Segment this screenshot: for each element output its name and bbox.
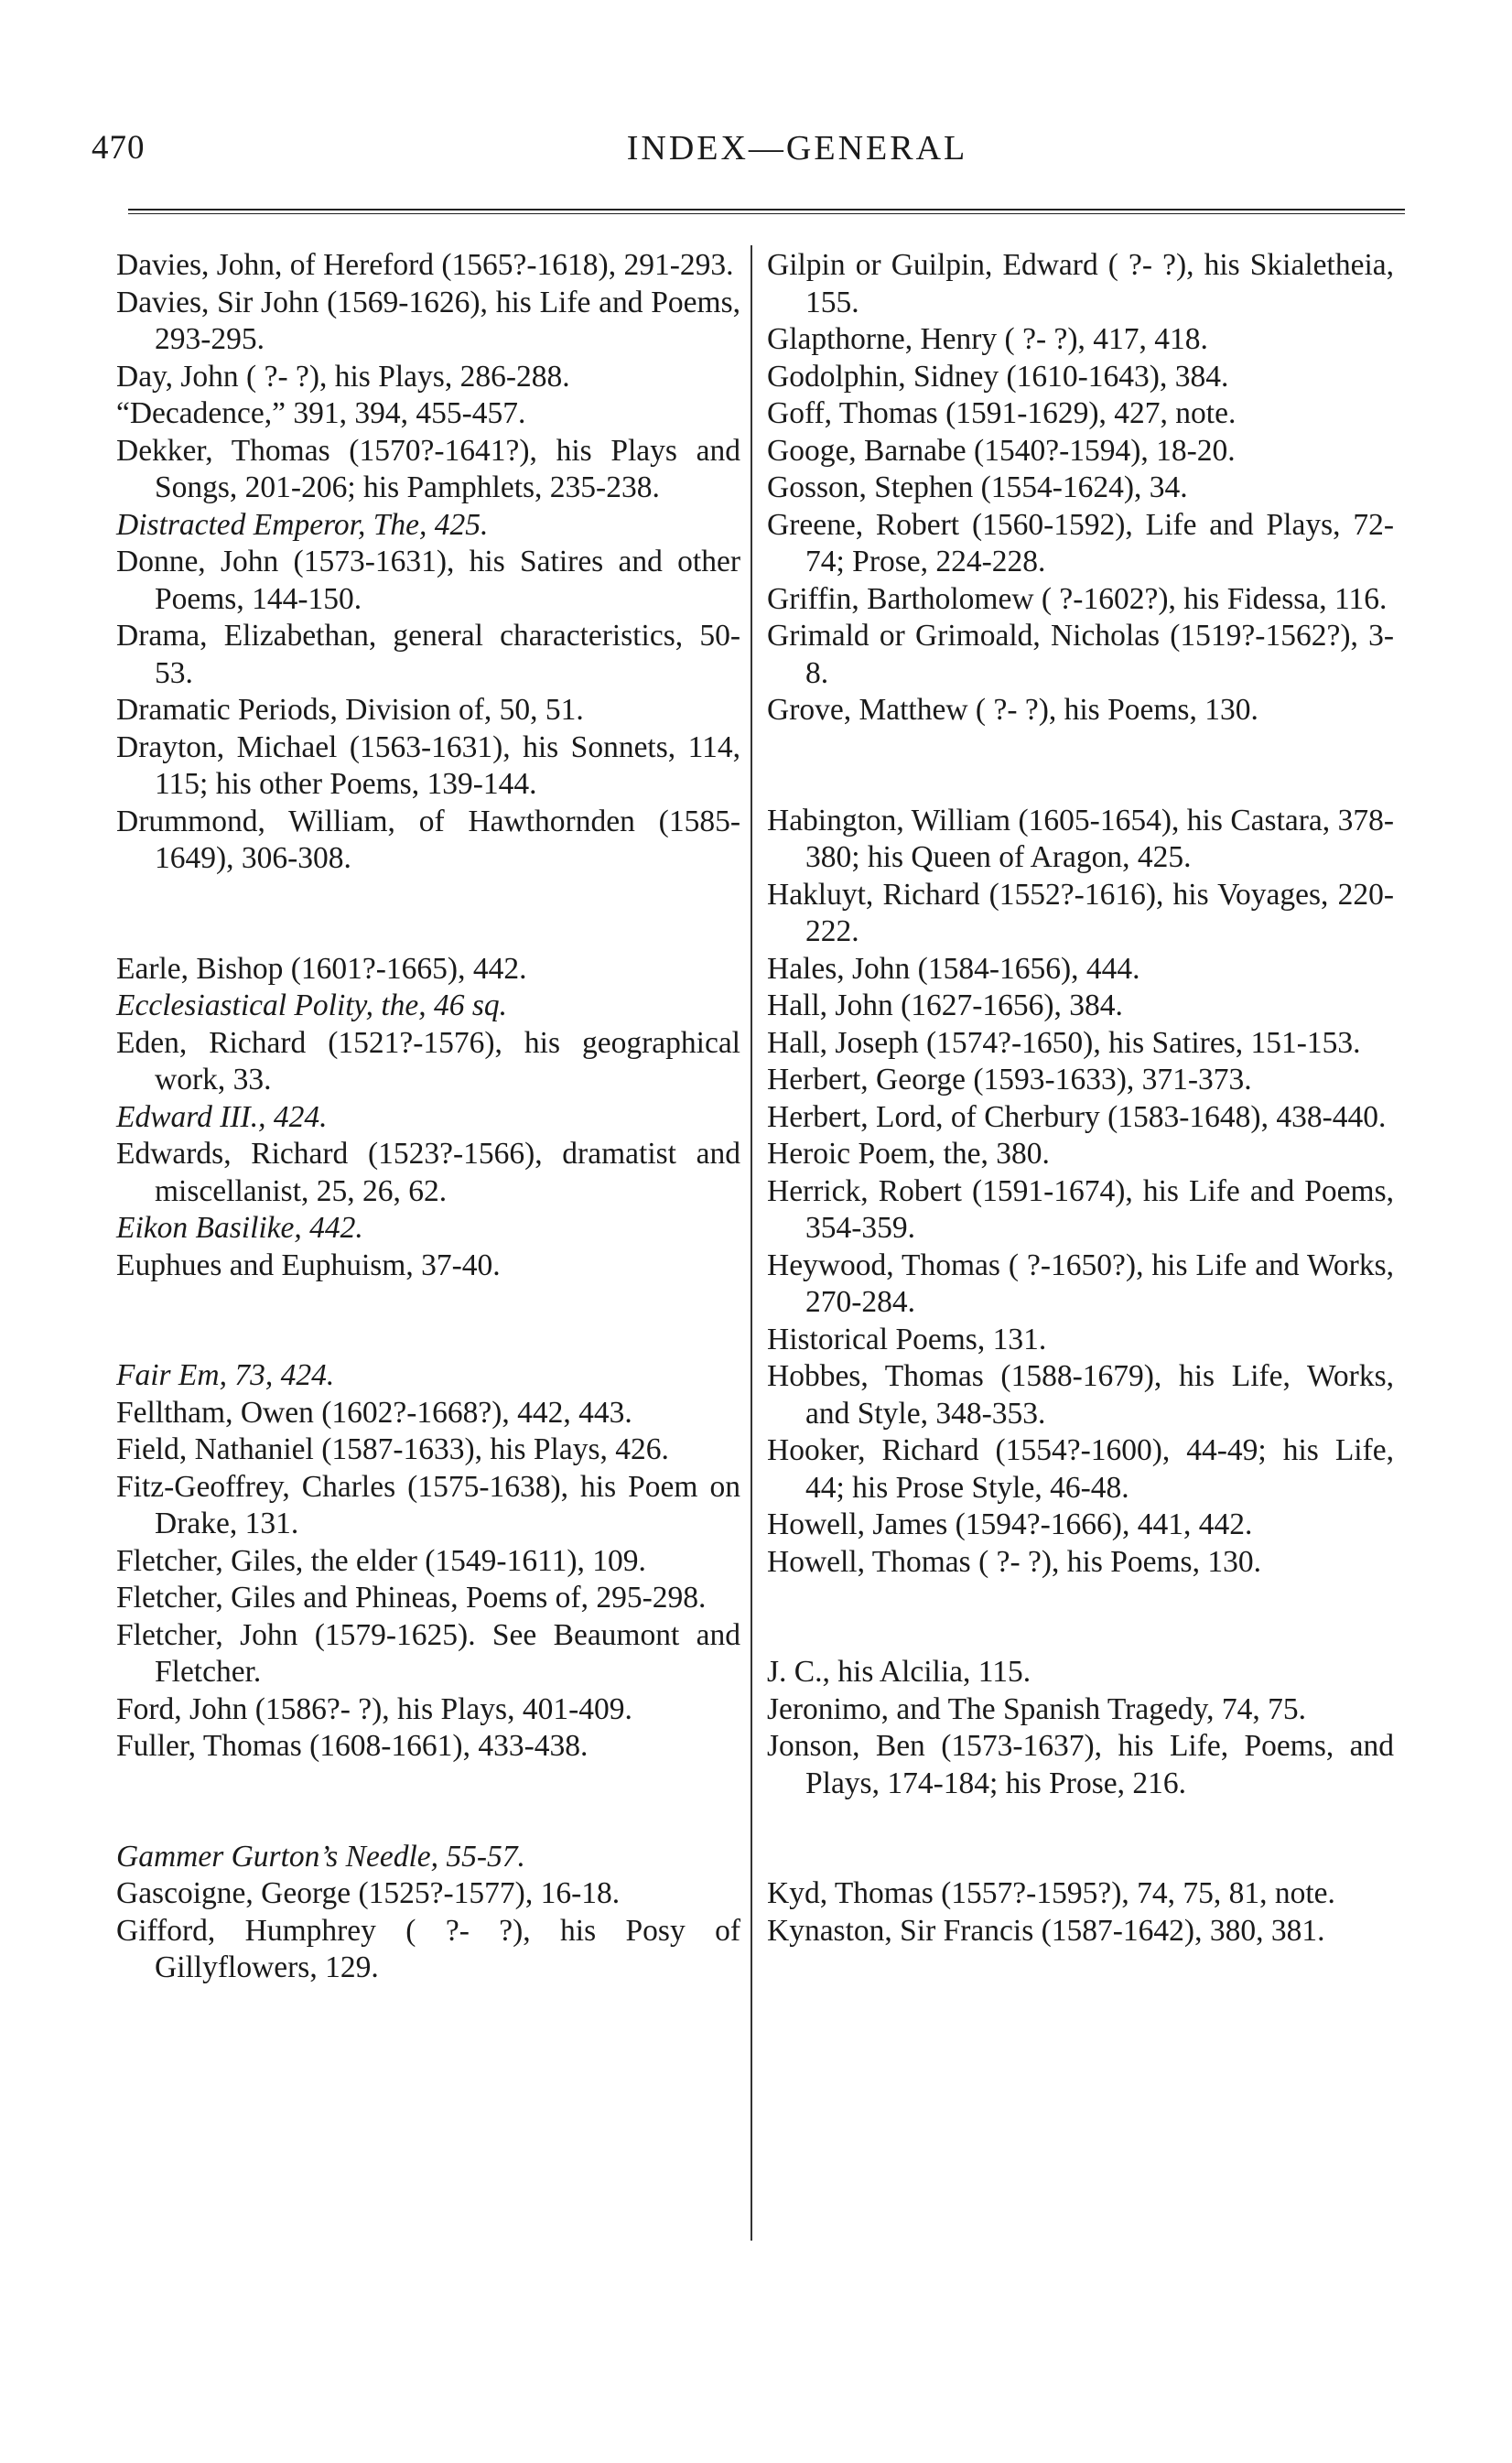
index-entry: Jonson, Ben (1573-1637), his Life, Poems, and Plays, 174-184; his Prose, 216.: [767, 1729, 1394, 1800]
letter-gap: [116, 878, 740, 951]
index-column-right: [767, 247, 1394, 1950]
index-entry: Grimald or Grimoald, Nicholas (1519?-1562?), 3-8.: [767, 619, 1394, 690]
index-entry: Drummond, William, of Hawthornden (1585-1649), 306-308.: [116, 804, 740, 875]
index-entry: Drayton, Michael (1563-1631), his Sonnets, 114, 115; his other Poems, 139-144.: [116, 729, 740, 801]
index-entry: Felltham, Owen (1602?-1668?), 442, 443.: [116, 1395, 632, 1430]
index-entry: Heywood, Thomas ( ?-1650?), his Life and Works, 270-284.: [767, 1248, 1394, 1319]
index-entry: Day, John ( ?- ?), his Plays, 286-288.: [116, 359, 570, 394]
index-entry: Hooker, Richard (1554?-1600), 44-49; his Life, 44; his Prose Style, 46-48.: [767, 1433, 1394, 1505]
letter-gap: [767, 1581, 1394, 1654]
index-entry: Dekker, Thomas (1570?-1641?), his Plays and Songs, 201-206; his Pamphlets, 235-238.: [116, 433, 740, 504]
index-entry: Dramatic Periods, Division of, 50, 51.: [116, 693, 584, 727]
index-entry: Davies, Sir John (1569-1626), his Life and Poems, 293-295.: [116, 285, 740, 356]
index-entry: Herbert, Lord, of Cherbury (1583-1648), 438-440.: [767, 1099, 1387, 1134]
index-entry: Gammer Gurton’s Needle, 55-57.: [116, 1839, 525, 1874]
index-entry: Fletcher, Giles and Phineas, Poems of, 295-298.: [116, 1581, 707, 1615]
index-entry: Eden, Richard (1521?-1576), his geographical work, 33.: [116, 1025, 740, 1096]
index-entry: Edwards, Richard (1523?-1566), dramatist and miscellanist, 25, 26, 62.: [116, 1137, 740, 1208]
index-entry: Fair Em, 73, 424.: [116, 1358, 335, 1392]
index-entry: Edward III., 424.: [116, 1099, 328, 1134]
letter-gap: [116, 1766, 740, 1839]
index-entry: Howell, Thomas ( ?- ?), his Poems, 130.: [767, 1544, 1261, 1579]
index-entry: “Decadence,” 391, 394, 455-457.: [116, 396, 526, 430]
index-entry: Kynaston, Sir Francis (1587-1642), 380, 381.: [767, 1913, 1325, 1948]
page-title: INDEX—GENERAL: [626, 129, 968, 167]
index-entry: Howell, James (1594?-1666), 441, 442.: [767, 1507, 1253, 1541]
index-entry: Herrick, Robert (1591-1674), his Life and Poems, 354-359.: [767, 1173, 1394, 1245]
index-entry: Hall, John (1627-1656), 384.: [767, 988, 1123, 1022]
index-entry: Eikon Basilike, 442.: [116, 1211, 363, 1245]
index-entry: Earle, Bishop (1601?-1665), 442.: [116, 951, 527, 986]
index-entry: Ford, John (1586?- ?), his Plays, 401-409.: [116, 1691, 632, 1726]
page-number: 470: [92, 129, 146, 167]
index-entry: Historical Poems, 131.: [767, 1322, 1047, 1356]
index-entry: Donne, John (1573-1631), his Satires and other Poems, 144-150.: [116, 545, 740, 616]
index-entry: Davies, John, of Hereford (1565?-1618), 291-293.: [116, 248, 734, 282]
index-entry: Drama, Elizabethan, general characteristics, 50-53.: [116, 619, 740, 690]
index-entry: Gosson, Stephen (1554-1624), 34.: [767, 470, 1188, 504]
header-rule-thin: [128, 213, 1405, 214]
index-entry: Ecclesiastical Polity, the, 46 sq.: [116, 988, 508, 1022]
index-entry: Grove, Matthew ( ?- ?), his Poems, 130.: [767, 693, 1258, 727]
index-entry: Hales, John (1584-1656), 444.: [767, 951, 1140, 986]
header-rule: [128, 209, 1405, 211]
index-entry: Field, Nathaniel (1587-1633), his Plays, 426.: [116, 1432, 669, 1466]
page-header: [0, 128, 1512, 183]
index-entry: Kyd, Thomas (1557?-1595?), 74, 75, 81, note.: [767, 1876, 1335, 1910]
index-entry: Fuller, Thomas (1608-1661), 433-438.: [116, 1729, 589, 1763]
index-entry: Euphues and Euphuism, 37-40.: [116, 1248, 501, 1282]
index-column-left: [116, 247, 740, 1987]
index-entry: Gilpin or Guilpin, Edward ( ?- ?), his Skialetheia, 155.: [767, 248, 1394, 319]
index-entry: J. C., his Alcilia, 115.: [767, 1655, 1031, 1689]
index-entry: Habington, William (1605-1654), his Castara, 378-380; his Queen of Aragon, 425.: [767, 803, 1394, 874]
index-entry: Hakluyt, Richard (1552?-1616), his Voyages, 220-222.: [767, 877, 1394, 948]
index-entry: Googe, Barnabe (1540?-1594), 18-20.: [767, 433, 1236, 468]
index-entry: Herbert, George (1593-1633), 371-373.: [767, 1063, 1252, 1096]
column-divider: [751, 245, 752, 2241]
index-entry: Fitz-Geoffrey, Charles (1575-1638), his Poem on Drake, 131.: [116, 1469, 740, 1540]
index-entry: Hall, Joseph (1574?-1650), his Satires, 151-153.: [767, 1025, 1361, 1060]
letter-gap: [767, 729, 1394, 803]
letter-gap: [116, 1284, 740, 1357]
index-entry: Griffin, Bartholomew ( ?-1602?), his Fidessa, 116.: [767, 581, 1388, 616]
index-entry: Hobbes, Thomas (1588-1679), his Life, Works, and Style, 348-353.: [767, 1359, 1394, 1431]
index-entry: Glapthorne, Henry ( ?- ?), 417, 418.: [767, 322, 1208, 356]
index-entry: Greene, Robert (1560-1592), Life and Plays, 72-74; Prose, 224-228.: [767, 507, 1394, 578]
index-entry: Goff, Thomas (1591-1629), 427, note.: [767, 396, 1237, 430]
letter-gap: [767, 1802, 1394, 1875]
index-entry: Fletcher, Giles, the elder (1549-1611), 109.: [116, 1543, 646, 1578]
index-entry: Gifford, Humphrey ( ?- ?), his Posy of Gillyflowers, 129.: [116, 1913, 740, 1984]
index-entry: Godolphin, Sidney (1610-1643), 384.: [767, 359, 1229, 394]
index-entry: Jeronimo, and The Spanish Tragedy, 74, 75.: [767, 1691, 1307, 1726]
index-entry: Heroic Poem, the, 380.: [767, 1137, 1050, 1171]
index-entry: Distracted Emperor, The, 425.: [116, 507, 489, 542]
index-entry: Gascoigne, George (1525?-1577), 16-18.: [116, 1876, 621, 1910]
index-entry: Fletcher, John (1579-1625). See Beaumont and Fletcher.: [116, 1617, 740, 1689]
